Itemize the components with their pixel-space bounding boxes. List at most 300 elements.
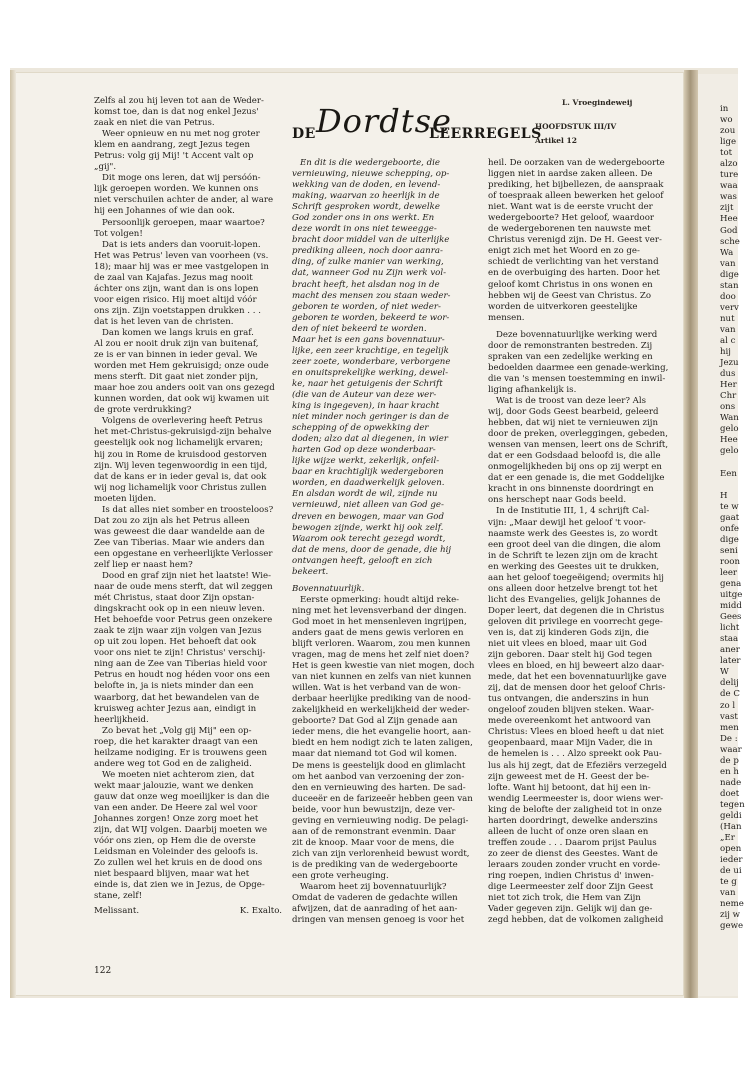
text-line: Dan komen we langs kruis en graf. [102,327,254,338]
fragment-line: Een [720,468,737,479]
text-line: geestelijk ook nog lichamelijk ervaren; [94,438,264,449]
fragment-line: geldi [720,811,742,821]
text-line: spraken van een zedelijke werking en [488,351,653,362]
fragment-line: dige [720,534,739,545]
fragment-line: De : [720,733,738,744]
text-line: niet. Want wat is de eerste vrucht der [488,202,653,213]
fragment-line: en h [720,766,739,777]
left-article-body [94,96,282,902]
text-line: derbaar heerlijke prediking van de nood- [292,694,471,705]
text-line: niet tot zich trok, die Hem van Zijn [488,893,641,904]
text-line: Zo bevat het „Volg gij Mij" een op- [102,725,252,736]
quote-line: en onuitsprekelijke werking, dewel- [292,367,449,378]
text-line: naar de oude mens sterft, dat wil zeggen [94,582,273,593]
title-de: DE [292,126,316,142]
text-line: prediking, het bijbellezen, de aanspraak [488,180,664,191]
text-line: niet uit vlees en bloed, maar uit God [488,639,648,650]
text-line: schiedt de verlichting van het verstand [488,257,659,268]
text-line: niet verschuilen achter de ander, al ware [94,195,274,206]
text-line: Persoonlijk geroepen, maar waartoe? [102,217,265,228]
fragment-line: licht [720,623,740,634]
text-line: bedoelden daarmee een genade-werking, [488,362,669,373]
quote-line: ding, of zulke manier van werking, [292,257,444,268]
text-line: en werking des Geestes uit te drukken, [488,561,660,572]
fragment-line: de C [720,689,740,700]
text-line: niet bespaard blijven, maar wat het [94,869,250,880]
text-line: zegd hebben, dat de volkomen zaligheid [488,915,664,926]
text-line: willen. Wat is het verband van de won- [292,683,461,694]
fragment-line: men [720,722,739,733]
quote-line: lijke wijze werkt, zekerlijk, onfeil- [292,456,440,467]
quote-line: (die van de Auteur van deze wer- [292,389,437,400]
text-line: ze is er van binnen in ieder geval. We [94,350,258,361]
fragment-line: hij [720,347,731,358]
text-line: dat is het leven van de christen. [94,316,234,327]
right-paragraph-1 [488,158,678,324]
quote-line: niet minder noch geringer is dan de [292,412,449,423]
text-line: Christus: Vlees en bloed heeft u dat niet [488,727,664,738]
paragraph [94,129,282,173]
fragment-line: zij w [720,910,741,921]
text-line: een groot deel van die dingen, die alom [488,539,661,550]
text-line: Dit moge ons leren, dat wij persóón- [102,173,261,184]
text-line: dige Leermeester zelf door Zijn Geest [488,882,654,893]
text-line: geboorte? Dat God al Zijn genade aan [292,716,458,727]
text-line: leraars zouden zonder vrucht en vorde- [488,859,661,870]
text-line: vóór ons zien, op Hem die de overste [94,836,256,847]
text-line: gauw dat onze weg moeilijker is dan die [94,791,270,802]
quote-line: doden; alzo dat al diegenen, in wier [292,434,448,445]
text-line: Volgens de overlevering heeft Petrus [102,416,263,427]
text-line: andere weg tot God en de zaligheid. [94,758,252,769]
fragment-line: onfe [720,523,739,534]
fragment-line: Hee [720,435,738,446]
text-line: in de Schrift te lezen zijn om de kracht [488,550,658,561]
fragment-line: wo [720,115,733,126]
text-line: heilzame nodiging. Er is trouwens geen [94,747,268,758]
text-line: wedergeboorte? Het geloof, waardoor [488,213,655,224]
fragment-line: gelo [720,446,739,457]
column-left [94,96,282,917]
quote-line: bewogen zijnde, werkt hij ook zelf. [292,522,444,533]
fragment-line: gaat [720,512,740,523]
text-line: wij, door Gods Geest bearbeid, geleerd [488,407,659,418]
text-line: ieder mens, die het evangelie hoort, aan- [292,727,471,738]
text-line: was geweest die daar wandelde aan de [94,526,265,537]
text-line: dat er een genade is, die met Goddelijke [488,473,665,484]
quote-line: king is ingegeven), in haar kracht [292,401,440,412]
text-line: Doper leert, dat degenen die in Christus [488,605,665,616]
text-line: worden de uitverkoren geestelijke [488,301,638,312]
fragment-line: verv [720,302,739,313]
fragment-line: gena [720,579,742,590]
text-line: worden met Hem gekruisigd; onze oude [94,361,269,372]
text-line: van een ander. De Heere zal wel voor [94,803,258,813]
text-line: zijn, dat WIJ volgen. Daarbij moeten we [94,825,268,836]
text-line: Dat is iets anders dan vooruit-lopen. [102,239,261,250]
quote-line: En alsdan wordt de wil, zijnde nu [292,489,438,500]
right-paragraph-4 [488,506,678,926]
article-header [292,96,682,156]
text-line: Omdat de vaderen de gedachte willen [292,893,458,904]
fragment-line: dus [720,369,736,380]
text-line: Christus verenigd zijn. De H. Geest ver- [488,235,662,246]
text-line: In de Institutie III, 1, 4 schrijft Cal- [496,506,650,517]
text-line: wendig Leermeester is, door wiens wer- [488,793,664,804]
text-line: geloof komt Christus in ons wonen en [488,279,653,290]
text-line: De mens is geestelijk dood en glimlacht [292,760,466,771]
quote-line: prediking alleen, noch door aanra- [292,246,443,257]
fragment-line: zo l [720,700,736,711]
text-line: kruisweg achter Jezus aan, eindigt in [94,703,257,714]
text-line: lofte. Want hij betoont, dat hij een in- [488,782,651,793]
text-line: Tot volgen! [94,228,143,239]
text-line: Zo zullen wel het kruis en de dood ons [94,858,263,869]
quote-line: lijke, een zeer krachtige, en tegelijk [292,345,449,356]
fragment-line: Gees [720,612,742,623]
fragment-line: ture [720,170,739,181]
text-line: heil. De oorzaken van de wedergeboorte [488,158,665,168]
author-name: L. Vroegindeweij [562,98,633,107]
quote-line: dat de mens, door de genade, die hij [292,544,452,555]
text-line: Vader gegeven zijn. Gelijk wij dan ge- [488,904,653,915]
text-line: Waarom heet zij bovennatuurlijk? [300,882,447,893]
fragment-line: „Er [720,833,735,844]
text-line: voor ons niet te zijn! Christus' verschij- [94,648,266,659]
fragment-line: God [720,225,738,236]
text-line: roep, die het karakter draagt van een [94,736,258,747]
paragraph [94,416,282,504]
quote-line: vernieuwd, niet alleen van God ge- [292,500,444,511]
text-line: mensen. [488,312,525,323]
text-line: moeten lijden. [94,493,157,504]
text-line: Het was Petrus' leven van voorheen (vs. [94,250,269,261]
quote-line: baar en krachtiglijk wedergeboren [292,467,444,478]
text-line: tus ontvangen, die anderszins in hun [488,694,649,705]
fragment-line: open [720,844,742,855]
fragment-line: de ui [720,866,742,877]
text-line: aan het geloof toegeëigend; overmits hij [488,572,664,583]
text-line: treffen zoude . . . Daarom prijst Paulus [488,837,657,848]
article-label: Artikel 12 [535,136,577,145]
text-line: zijn geboren. Daar stelt hij God tegen [488,650,653,661]
text-line: ons herschept naar Gods beeld. [488,495,627,506]
text-line: zakelijkheid en werkelijkheid der weder- [292,705,470,716]
text-line: We moeten niet achterom zien, dat [102,769,255,780]
paragraph [94,173,282,217]
fragment-line: al c [720,335,736,346]
text-line: voor eigen risico. Hij moet altijd vóór [94,294,257,305]
quote-line: deze wordt in ons niet teweegge- [292,224,437,235]
fragment-line: van [720,324,736,335]
text-line: blijft verloren. Waarom, zou men kunnen [292,639,471,650]
text-line: door de remonstranten bestreden. Zij [488,340,653,351]
text-line: geopenbaard, maar Mijn Vader, die in [488,738,653,749]
text-line: van niet kunnen en zelfs van niet kunnen [292,672,472,683]
text-line: lijk geroepen worden. We kunnen ons [94,184,259,195]
quote-line: Schrift gesproken wordt, dewelke [292,202,440,213]
text-line: ongeloof zouden blijven steken. Waar- [488,705,654,716]
paragraph [94,240,282,328]
quote-line: geboren te worden, of niet weder- [292,301,441,312]
text-line: de zaal van Kajafas. Jezus mag nooit [94,272,253,283]
text-line: Het behoefde voor Petrus geen onzekere [94,615,273,626]
paragraph [94,770,282,903]
text-line: Zee van Tiberias. Maar wie anders dan [94,537,265,548]
text-line: wij nog lichamelijk voor Christus zullen [94,482,267,493]
text-line: de hemelen is . . . Alzo spreekt ook Pau- [488,749,662,760]
text-line: de grote verdrukking? [94,405,192,416]
text-line: einde is, dat zien we in Jezus, de Opge- [94,880,265,891]
text-line: liggen niet in aardse zaken alleen. De [488,169,653,180]
quote-line: geboren te worden, bekeerd te wor- [292,312,450,323]
column-middle [292,158,482,926]
right-paragraph-2 [488,330,678,396]
text-line: king de belofte der zaligheid tot in onze [488,804,662,815]
quote-line: making, waarvan zo heerlijk in de [292,191,440,202]
quote-line: macht des mensen zou staan weder- [292,290,451,301]
quote-line: vernieuwing, nieuwe schepping, op- [292,169,450,180]
middle-body-text [292,595,482,882]
signature-place: Melissant. [94,906,140,917]
column-right [488,158,678,926]
text-line: waarborg, dat het bewandelen van de [94,692,260,703]
fragment-line: van [720,258,736,269]
fragment-line: H [720,490,728,501]
fragment-line: doo [720,291,736,302]
text-line: zaak te zijn waar zijn volgen van Jezus [94,626,262,637]
text-line: ven is, dat zij kinderen Gods zijn, die [488,627,649,638]
paragraph [94,328,282,416]
text-line: dat de kans er in ieder geval is, dat ook [94,471,267,482]
text-line: maar dat niemand tot God wil komen. [292,749,458,760]
text-line: beide, voor hun bewustzijn, deze ver- [292,804,455,815]
fragment-line: delij [720,678,739,689]
paragraph [94,96,282,129]
fragment-line: gelo [720,424,739,435]
quote-line: ke, naar het getuigenis der Schrift [292,378,443,389]
text-line: Johannes zorgen! Onze zorg moet het [94,814,259,825]
fragment-line: in [720,104,729,114]
text-line: is de prediking van de wedergeboorte [292,859,458,870]
text-line: harten doordringt, dewelke anderszins [488,815,658,826]
text-line: hebben, dat wij niet te vernieuwen zijn [488,418,658,429]
text-line: en de overbuiging des harten. Door het [488,268,660,279]
text-line: zelf liep er naast hem? [94,559,193,570]
quote-line: ontvangen heeft, gelooft en zich [292,555,433,566]
quote-line: worden, en daadwerkelijk geloven. [292,478,445,489]
fragment-line: waa [720,181,738,192]
text-line: hij zou in Rome de kruisdood gestorven [94,449,267,460]
text-line: dat er een Godsdaad beloofd is, die alle [488,451,661,462]
text-line: wekt maar jalouzie, want we denken [94,780,254,791]
fragment-line: alzo [720,159,738,170]
text-line: mens sterft. Dit gaat niet zonder pijn, [94,372,259,383]
fragment-line: nade [720,777,742,788]
text-line: een grote verheuging. [292,871,389,881]
text-line: wensen van mensen, leert ons de Schrift, [488,440,669,451]
text-line: ring roepen, indien Christus d' inwen- [488,871,654,881]
signature-author: K. Exalto. [239,906,282,917]
text-line: door de preken, overleggingen, gebeden, [488,429,668,440]
quote-line: bracht heeft, het alsdan nog in de [292,279,440,290]
fragment-line: zou [720,126,736,137]
quote-line: harten God op deze wonderbaar- [292,445,436,456]
page-number: 122 [94,966,112,976]
text-line: zo zeer de dienst des Geestes. Want de [488,848,658,859]
text-line: Petrus en houdt nog héden voor ons een [94,670,271,681]
quote-line: den of niet bekeerd te worden. [292,323,427,334]
text-line: heerlijkheid. [94,714,149,725]
quote-line: dreven en bewogen, maar van God [292,511,444,522]
fragment-line: tot [720,148,733,159]
text-line: geloven dit privilege en voorrecht gege- [488,616,663,627]
text-line: afwijzen, dat de aanrading of het aan- [292,904,458,915]
text-line: alleen de lucht of onze oren slaan en [488,826,649,837]
fragment-line: vast [720,711,738,722]
text-line: licht des Evangelies, gelijk Johannes de [488,594,661,605]
text-line: komst toe, dan is dat nog enkel Jezus' [94,107,259,118]
paragraph [94,218,282,240]
text-line: aan of de remonstrant evenmin. Daar [292,826,456,837]
text-line: Dood en graf zijn niet het laatste! Wie- [102,571,272,582]
text-line: zij, dat de mensen door het geloof Chris- [488,683,666,694]
fragment-line: Jezu [720,358,739,369]
text-line: mede overeenkomt het antwoord van [488,716,651,727]
fragment-line: leer [720,567,738,578]
text-line: Zelfs al zou hij leven tot aan de Weder- [94,96,264,106]
text-line: Wat is de troost van deze leer? Als [496,395,647,406]
quote-line: En dit is die wedergeboorte, die [300,158,440,168]
fragment-line: Her [720,380,737,391]
text-line: áchter ons zijn, want dan is ons lopen [94,283,259,294]
text-line: zaak en niet die van Petrus. [94,118,215,129]
fragment-line: neme [720,899,744,910]
text-line: stane, zelf! [94,891,143,902]
text-line: die van 's mensen toestemming en inwil- [488,373,666,384]
fragment-line: stan [720,280,739,291]
text-line: Het is geen kwestie van niet mogen, doch [292,661,475,672]
quote-line: God zonder ons in ons werkt. En [292,213,435,224]
quote-line: bekeert. [292,566,329,577]
fragment-line: zijt [720,203,734,214]
text-line: het met-Christus-gekruisigd-zijn behalve [94,427,272,438]
text-line: Eerste opmerking: houdt altijd reke- [300,594,460,605]
fragment-line: te g [720,877,737,888]
page-right-partial [698,74,745,996]
fragment-line: sche [720,236,740,247]
text-line: ons alleen door hetzelve brengt tot het [488,583,658,594]
paragraph [94,571,282,726]
text-line: Al zou er nooit druk zijn van buitenaf, [94,339,259,350]
text-line: kunnen worden, dat ook wij kwamen uit [94,394,269,405]
text-line: 18); maar hij was er mee vastgelopen in [94,261,269,272]
quote-line: bracht door middel van de uiterlijke [292,235,450,246]
quote-line: dat, wanneer God nu Zijn werk vol- [292,268,446,279]
fragment-line: (Han [720,822,742,833]
text-line: mede, dat het een bovennatuurlijke gave [488,672,667,683]
middle-last-paragraph [292,882,482,926]
page-edge-shadow [10,70,16,998]
text-line: vragen, mag de mens het zelf niet doen? [292,650,469,661]
text-line: naamste werk des Geestes is, zo wordt [488,528,658,539]
text-line: lus als hij zegt, dat de Efeziërs verzegeld [488,760,667,771]
fragment-line: ieder [720,855,743,866]
text-line: maar hoe zou anders ooit van ons gezegd [94,383,275,394]
text-line: of toespraak alleen bewerken het geloof [488,191,664,202]
quote-line: wekking van de doden, en levend- [292,180,441,191]
text-line: ning met het levensverband der dingen. [292,605,467,616]
text-line: geving en vernieuwing nodig. De pelagi- [292,815,469,826]
fragment-line: roon [720,556,740,567]
text-line: zijn geweest met de H. Geest der be- [488,771,650,782]
fragment-line: later [720,656,741,667]
fragment-line: Wan [720,413,739,424]
fragment-line: Hee [720,214,738,225]
right-paragraph-3 [488,396,678,506]
quote-line: Waarom ook terecht gezegd wordt, [292,533,446,544]
quoted-article-text [292,158,482,578]
text-line: hij een Johannes of wie dan ook. [94,206,235,217]
text-line: ons zijn. Zijn voetstappen drukken . . . [94,305,261,316]
text-line: de wedergeborenen ten nauwste met [488,224,651,235]
text-line: kracht in ons binnenste doordringt en [488,484,654,495]
paragraph [94,726,282,770]
text-line: Dat zou zo zijn als het Petrus alleen [94,515,250,526]
text-line: vijn: „Maar dewijl het geloof 't voor- [488,517,646,528]
text-line: „gij". [94,162,117,173]
fragment-line: de p [720,755,739,766]
fragment-line: doet [720,788,740,799]
fragment-line: midd [720,601,742,612]
text-line: God moet in het mensenleven ingrijpen, [292,616,467,627]
subheading: Bovennatuurlijk. [292,583,365,594]
fragment-line: ons [720,402,736,413]
text-line: vlees en bloed, en hij beweert alzo daar- [488,661,665,672]
book-spine [684,70,698,998]
text-line: zijn. Wij leven tegenwoordig in een tijd, [94,460,268,471]
fragment-line: was [720,192,737,203]
title-dordtse: Dordtse [316,102,452,140]
fragment-line: staa [720,634,739,645]
fragment-line: gewe [720,921,744,932]
fragment-line: Chr [720,391,737,402]
quote-line: zeer zoete, wonderbare, verborgene [292,356,451,367]
text-line: zich van zijn verlorenheid bewust wordt, [292,848,470,859]
text-line: Leidsman en Voleinder des geloofs is. [94,847,259,858]
text-line: duceeër en de farizeeër hebben geen van [292,793,473,804]
partial-page-text [720,104,745,933]
text-line: onmogelijkheden bij ons op zij werpt en [488,462,662,473]
signature-line [94,906,282,917]
fragment-line: seni [720,545,738,556]
text-line: Is dat alles niet somber en troosteloos? [102,504,274,515]
text-line: klem en aandrang, zegt Jezus tegen [94,140,250,151]
text-line: belofte in, ja is niets minder dan een [94,681,254,692]
text-line: enigt zich met het Woord en zo ge- [488,246,640,257]
text-line: dringen van mensen genoeg is voor het [292,915,465,926]
text-line: dingskracht ook op in een nieuw leven. [94,604,265,615]
text-line: mét Christus, staat door Zijn opstan- [94,593,255,604]
fragment-line: tegen [720,799,745,810]
text-line: Petrus: volg gij Mij! 't Accent valt op [94,151,254,162]
quote-line: schepping of de opwekking der [292,423,429,434]
title-leerregels: LEERREGELS [429,126,542,142]
paragraph [94,505,282,571]
fragment-line: waar [720,744,742,755]
fragment-line: nut [720,313,735,324]
text-line: hebben wij de Geest van Christus. Zo [488,290,652,301]
